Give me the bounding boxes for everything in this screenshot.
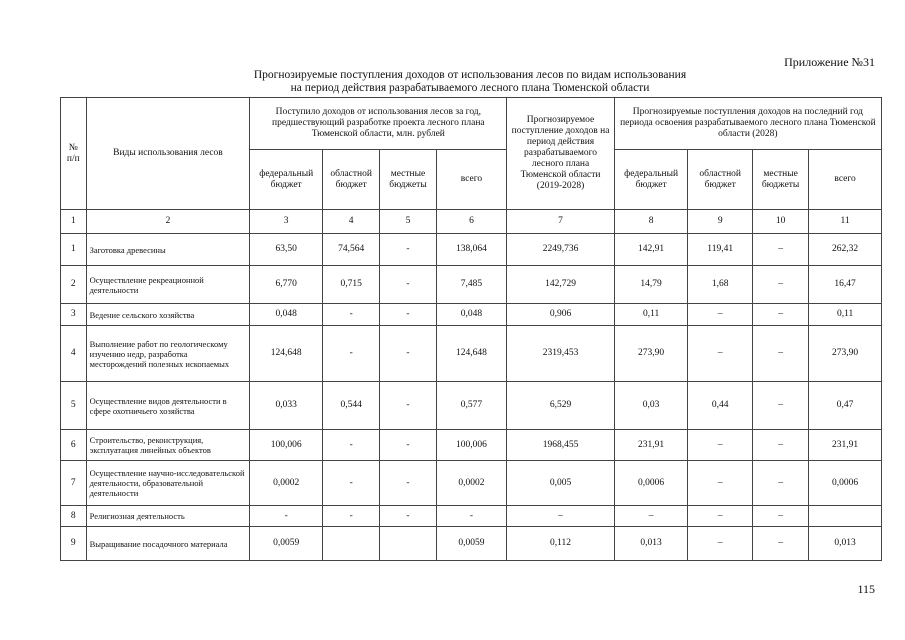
row-number: 3	[61, 304, 87, 326]
table-title	[150, 69, 790, 95]
header-group-last: Прогнозируемые поступления доходов на последний год периода освоения разрабатываемого лесного плана Тюменской области (2028)	[614, 98, 881, 150]
column-number-row	[61, 210, 882, 234]
row-value: –	[752, 461, 808, 506]
row-value: –	[688, 506, 752, 527]
row-value: 0,11	[614, 304, 688, 326]
row-value: 0,544	[323, 382, 380, 430]
column-number: 8	[614, 210, 688, 234]
row-value: –	[752, 304, 808, 326]
header-group-forecast: Прогнозируемое поступление доходов на период действия разрабатываемого лесного плана Тюменской области (2019-2028)	[507, 98, 614, 210]
row-value: 2319,453	[507, 326, 614, 382]
row-number: 8	[61, 506, 87, 527]
row-value: 6,770	[250, 266, 323, 304]
row-value: 100,006	[250, 430, 323, 461]
row-value: -	[323, 326, 380, 382]
row-name: Осуществление научно-исследовательской деятельности, образовательной деятельности	[86, 461, 250, 506]
row-value: 0,577	[436, 382, 507, 430]
row-value: 16,47	[809, 266, 882, 304]
header-num: № п/п	[61, 98, 87, 210]
table-row	[61, 304, 882, 326]
page-number: 115	[857, 582, 875, 596]
table-row	[61, 266, 882, 304]
row-value: 0,005	[507, 461, 614, 506]
row-value: 231,91	[614, 430, 688, 461]
row-value	[323, 527, 380, 561]
row-value: 0,715	[323, 266, 380, 304]
column-number: 10	[752, 210, 808, 234]
row-value	[809, 506, 882, 527]
row-value: 0,013	[614, 527, 688, 561]
row-name: Ведение сельского хозяйства	[86, 304, 250, 326]
row-value: -	[323, 461, 380, 506]
header-federal: федеральный бюджет	[250, 150, 323, 210]
row-value: 138,064	[436, 234, 507, 266]
revenue-table	[60, 97, 882, 561]
row-number: 6	[61, 430, 87, 461]
row-value: –	[688, 461, 752, 506]
row-name: Осуществление рекреационной деятельности	[86, 266, 250, 304]
row-value: 262,32	[809, 234, 882, 266]
row-value: 142,729	[507, 266, 614, 304]
appendix-label: Приложение №31	[784, 55, 875, 69]
row-value: -	[380, 430, 436, 461]
row-value: 0,0059	[250, 527, 323, 561]
table-row	[61, 527, 882, 561]
row-value: 100,006	[436, 430, 507, 461]
row-number: 2	[61, 266, 87, 304]
row-value: 0,033	[250, 382, 323, 430]
table-row	[61, 326, 882, 382]
row-value: 273,90	[809, 326, 882, 382]
header-total: всего	[436, 150, 507, 210]
row-value: 0,048	[250, 304, 323, 326]
row-value: -	[436, 506, 507, 527]
row-value: 124,648	[250, 326, 323, 382]
column-number: 1	[61, 210, 87, 234]
row-value: –	[752, 506, 808, 527]
row-value: 0,0059	[436, 527, 507, 561]
row-value: –	[752, 326, 808, 382]
row-value: -	[323, 430, 380, 461]
row-number: 4	[61, 326, 87, 382]
row-number: 7	[61, 461, 87, 506]
header-federal: федеральный бюджет	[614, 150, 688, 210]
row-value: -	[323, 506, 380, 527]
row-value: -	[380, 266, 436, 304]
row-value: -	[380, 382, 436, 430]
column-number: 9	[688, 210, 752, 234]
table-row	[61, 461, 882, 506]
row-value: 0,0006	[614, 461, 688, 506]
column-number: 5	[380, 210, 436, 234]
row-value: 142,91	[614, 234, 688, 266]
row-value: –	[688, 326, 752, 382]
row-value: 1968,455	[507, 430, 614, 461]
row-value: 7,485	[436, 266, 507, 304]
header-local: местные бюджеты	[752, 150, 808, 210]
row-value: –	[752, 527, 808, 561]
row-value: 0,44	[688, 382, 752, 430]
row-value: –	[688, 304, 752, 326]
row-name: Выращивание посадочного материала	[86, 527, 250, 561]
row-number: 1	[61, 234, 87, 266]
column-number: 3	[250, 210, 323, 234]
column-number: 7	[507, 210, 614, 234]
row-value: 0,906	[507, 304, 614, 326]
row-number: 5	[61, 382, 87, 430]
row-value: -	[323, 304, 380, 326]
title-line-1: Прогнозируемые поступления доходов от использования лесов по видам использования	[253, 69, 687, 81]
row-value	[380, 527, 436, 561]
row-value: 74,564	[323, 234, 380, 266]
row-value: 124,648	[436, 326, 507, 382]
header-kind: Виды использования лесов	[86, 98, 250, 210]
row-name: Выполнение работ по геологическому изучению недр, разработка месторождений полезных ископаемых	[86, 326, 250, 382]
table-row	[61, 506, 882, 527]
row-name: Религиозная деятельность	[86, 506, 250, 527]
row-value: 119,41	[688, 234, 752, 266]
title-line-2: на период действия разрабатываемого лесного плана Тюменской области	[290, 82, 650, 94]
row-value: -	[250, 506, 323, 527]
row-value: 0,03	[614, 382, 688, 430]
row-value: –	[688, 430, 752, 461]
header-regional: областной бюджет	[323, 150, 380, 210]
row-value: -	[380, 234, 436, 266]
row-value: 6,529	[507, 382, 614, 430]
header-local: местные бюджеты	[380, 150, 436, 210]
row-value: 0,0006	[809, 461, 882, 506]
row-value: 0,112	[507, 527, 614, 561]
row-value: 0,048	[436, 304, 507, 326]
row-value: 0,0002	[436, 461, 507, 506]
column-number: 4	[323, 210, 380, 234]
row-value: 63,50	[250, 234, 323, 266]
row-value: 14,79	[614, 266, 688, 304]
row-value: 0,0002	[250, 461, 323, 506]
row-value: 1,68	[688, 266, 752, 304]
table-row	[61, 382, 882, 430]
row-value: 231,91	[809, 430, 882, 461]
row-value: –	[614, 506, 688, 527]
row-value: –	[688, 527, 752, 561]
column-number: 6	[436, 210, 507, 234]
row-value: -	[380, 326, 436, 382]
table-row	[61, 430, 882, 461]
row-value: 0,47	[809, 382, 882, 430]
row-value: -	[380, 506, 436, 527]
table-row	[61, 234, 882, 266]
row-number: 9	[61, 527, 87, 561]
row-value: -	[380, 304, 436, 326]
column-number: 2	[86, 210, 250, 234]
row-value: 273,90	[614, 326, 688, 382]
row-value: –	[752, 234, 808, 266]
row-value: –	[507, 506, 614, 527]
header-group-prev: Поступило доходов от использования лесов за год, предшествующий разработке проекта лесного плана Тюменской области, млн. рублей	[250, 98, 507, 150]
row-value: 0,11	[809, 304, 882, 326]
row-value: -	[380, 461, 436, 506]
row-value: 2249,736	[507, 234, 614, 266]
row-value: –	[752, 382, 808, 430]
row-name: Осуществление видов деятельности в сфере охотничьего хозяйства	[86, 382, 250, 430]
header-regional: областной бюджет	[688, 150, 752, 210]
column-number: 11	[809, 210, 882, 234]
row-value: –	[752, 430, 808, 461]
header-total: всего	[809, 150, 882, 210]
row-value: 0,013	[809, 527, 882, 561]
row-value: –	[752, 266, 808, 304]
row-name: Заготовка древесины	[86, 234, 250, 266]
row-name: Строительство, реконструкция, эксплуатация линейных объектов	[86, 430, 250, 461]
